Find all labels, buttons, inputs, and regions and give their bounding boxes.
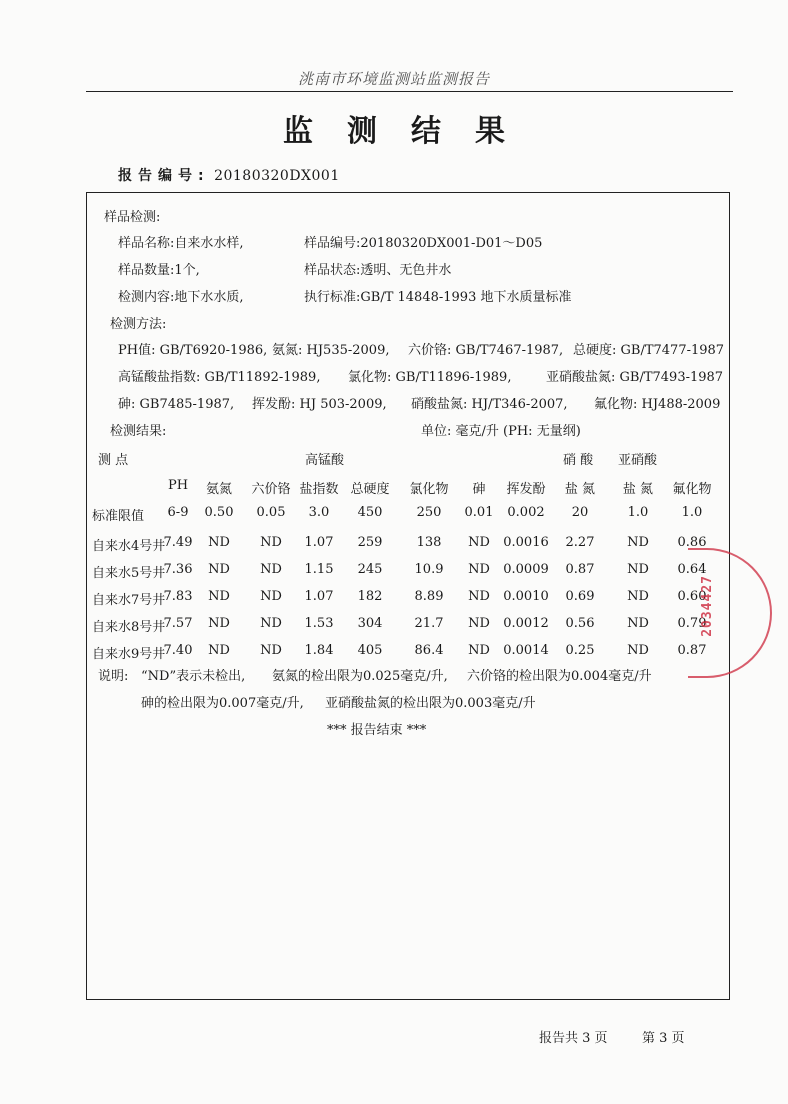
results-section-label: 检测结果: [110,424,167,439]
column-header: 砷 [472,482,486,497]
method-item: 总硬度: GB/T7477-1987 [573,343,725,358]
table-cell: 138 [416,535,442,550]
table-cell: ND [260,562,282,577]
method-item: 氨氮: HJ535-2009, [272,343,390,358]
table-cell: ND [627,616,649,631]
table-cell: 2.27 [565,535,595,550]
column-header: 盐指数 [299,482,339,497]
sample-section-label: 样品检测: [104,210,161,225]
seal-number: 2034427 [700,575,715,637]
table-cell: 450 [357,505,383,520]
table-cell: 20 [571,505,589,520]
table-cell: 7.57 [163,616,193,631]
column-header: PH [167,478,189,493]
note-item: 砷的检出限为0.007毫克/升, [141,696,304,711]
table-cell: 0.01 [464,505,494,520]
table-cell: 0.86 [677,535,707,550]
sample-state-label: 样品状态: [304,263,361,278]
group-header-kmno4: 高锰酸 [305,453,345,468]
row-label: 自来水7号井 [92,593,166,608]
table-cell: 7.36 [163,562,193,577]
table-cell: 1.0 [627,505,649,520]
table-cell: 1.07 [304,589,334,604]
table-cell: ND [468,616,490,631]
test-standard [304,286,571,305]
table-cell: 259 [357,535,383,550]
table-cell: ND [627,643,649,658]
sample-name [118,232,244,251]
sample-code-value: 20180320DX001-D01～D05 [360,236,543,251]
table-cell: 0.0014 [503,643,549,658]
method-item: 氯化物: GB/T11896-1989, [348,370,512,385]
table-cell: ND [208,616,230,631]
column-header: 盐 氮 [622,482,654,497]
page-title: 监测结果 [283,114,539,149]
table-cell: 0.05 [256,505,286,520]
table-cell: 0.60 [677,589,707,604]
column-header: 挥发酚 [506,482,546,497]
test-standard-label: 执行标准: [304,290,361,305]
header-divider [86,91,733,92]
method-item: 砷: GB7485-1987, [118,397,235,412]
method-item: PH值: GB/T6920-1986, [118,343,268,358]
table-cell: 245 [357,562,383,577]
sample-name-label: 样品名称: [118,236,175,251]
report-number-label: 报告编号: [118,168,210,184]
sample-count [118,259,200,278]
group-header-nitrite: 亚硝酸 [618,453,658,468]
report-end-marker: *** 报告结束 *** [327,723,427,738]
column-header: 氨氮 [205,482,233,497]
row-label: 自来水4号井 [92,539,166,554]
report-header-title: 洮南市环境监测站监测报告 [297,70,490,88]
table-cell: 86.4 [414,643,444,658]
sample-name-value: 自来水水样, [174,236,244,251]
group-header-nitrate: 硝 酸 [563,453,594,468]
table-cell: ND [208,589,230,604]
table-cell: 304 [357,616,383,631]
sample-count-label: 样品数量: [118,263,175,278]
methods-section-label: 检测方法: [110,317,167,332]
table-cell: 6-9 [167,505,189,520]
method-item: 硝酸盐氮: HJ/T346-2007, [411,397,568,412]
table-cell: ND [260,589,282,604]
footer-page-number: 第 3 页 [642,1031,685,1046]
table-cell: 0.0010 [503,589,549,604]
method-item: 高锰酸盐指数: GB/T11892-1989, [118,370,321,385]
table-cell: 7.40 [163,643,193,658]
report-number-value: 20180320DX001 [214,168,340,184]
column-header: 氟化物 [672,482,712,497]
table-cell: 0.25 [565,643,595,658]
sample-code-label: 样品编号: [304,236,361,251]
table-cell: 0.0009 [503,562,549,577]
test-content-label: 检测内容: [118,290,175,305]
table-cell: ND [208,562,230,577]
table-cell: 1.07 [304,535,334,550]
table-cell: 10.9 [414,562,444,577]
row-label: 自来水5号井 [92,566,166,581]
table-cell: ND [260,643,282,658]
table-cell: ND [627,535,649,550]
table-cell: 8.89 [414,589,444,604]
table-cell: 0.50 [204,505,234,520]
table-cell: 1.53 [304,616,334,631]
table-cell: ND [468,589,490,604]
table-cell: 7.83 [163,589,193,604]
table-cell: 0.64 [677,562,707,577]
sample-count-value: 1个, [174,263,200,278]
method-item: 氟化物: HJ488-2009 [594,397,721,412]
column-header: 盐 氮 [564,482,596,497]
table-cell: ND [468,643,490,658]
method-item: 六价铬: GB/T7467-1987, [408,343,564,358]
table-cell: ND [260,535,282,550]
table-cell: 0.56 [565,616,595,631]
table-cell: ND [208,535,230,550]
table-cell: ND [627,589,649,604]
method-item: 亚硝酸盐氮: GB/T7493-1987 [546,370,724,385]
table-cell: 1.0 [681,505,703,520]
table-cell: ND [468,562,490,577]
note-item: 六价铬的检出限为0.004毫克/升 [467,669,652,684]
note-item: “ND”表示未检出, [141,669,246,684]
table-cell: 0.0016 [503,535,549,550]
test-content [118,286,244,305]
report-number [118,165,340,185]
table-cell: ND [208,643,230,658]
table-cell: 0.0012 [503,616,549,631]
results-unit: 单位: 毫克/升 (PH: 无量纲) [421,424,581,439]
table-cell: ND [468,535,490,550]
table-cell: 1.84 [304,643,334,658]
test-content-value: 地下水水质, [174,290,244,305]
sample-code [304,232,542,251]
note-item: 氨氮的检出限为0.025毫克/升, [272,669,448,684]
table-cell: 250 [416,505,442,520]
column-header: 六价铬 [251,482,291,497]
table-cell: 21.7 [414,616,444,631]
table-cell: 0.87 [677,643,707,658]
table-cell: 1.15 [304,562,334,577]
point-header: 测 点 [98,453,129,468]
table-cell: 7.49 [163,535,193,550]
table-cell: ND [260,616,282,631]
note-item: 亚硝酸盐氮的检出限为0.003毫克/升 [325,696,536,711]
test-standard-value: GB/T 14848-1993 地下水质量标准 [360,290,572,305]
sample-state [304,259,451,278]
row-label: 标准限值 [92,509,145,524]
table-cell: 0.002 [507,505,545,520]
table-cell: 182 [357,589,383,604]
column-header: 氯化物 [409,482,449,497]
notes-label: 说明: [98,669,129,684]
table-cell: 3.0 [308,505,330,520]
method-item: 挥发酚: HJ 503-2009, [252,397,387,412]
table-cell: 0.69 [565,589,595,604]
table-cell: 0.79 [677,616,707,631]
table-cell: 405 [357,643,383,658]
row-label: 自来水9号井 [92,647,166,662]
table-cell: 0.87 [565,562,595,577]
column-header: 总硬度 [350,482,390,497]
sample-state-value: 透明、无色井水 [360,263,452,278]
footer-total-pages: 报告共 3 页 [539,1031,608,1046]
table-cell: ND [627,562,649,577]
row-label: 自来水8号井 [92,620,166,635]
